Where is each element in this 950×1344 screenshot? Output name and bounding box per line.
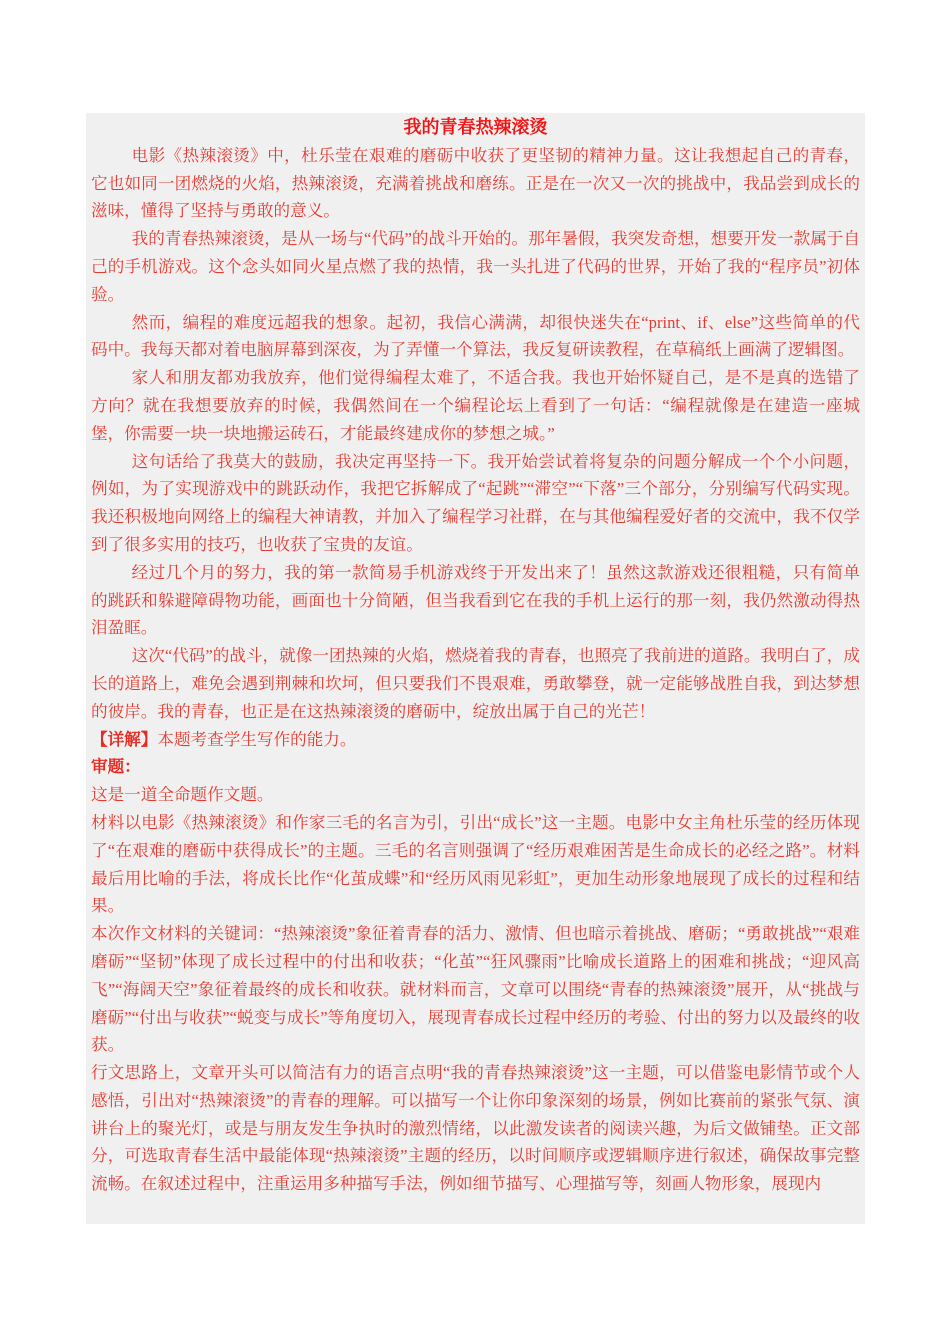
analysis-paragraph-3: 本次作文材料的关键词：“热辣滚烫”象征着青春的活力、激情、但也暗示着挑战、磨砺；“勇敢挑战”“艰难磨砺”“坚韧”体现了成长过程中的付出和收获；“化茧”“狂风骤雨”比喻成长道路上的困难和挑战；“迎风高飞”“海阔天空”象征着最终的成长和收获。就材料而言，文章可以围绕“青春的热辣滚烫”展开，从“挑战与磨砺”“付出与收获”“蜕变与成长”等角度切入，展现青春成长过程中经历的考验、付出的努力以及最终的收获。	[91, 924, 860, 1055]
analysis-paragraph-2: 材料以电影《热辣滚烫》和作家三毛的名言为引，引出“成长”这一主题。电影中女主角杜乐莹的经历体现了“在艰难的磨砺中获得成长”的主题。三毛的名言则强调了“经历艰难困苦是生命成长的必经之路”。材料最后用比喻的手法，将成长比作“化茧成蝶”和“经历风雨见彩虹”，更加生动形象地展现了成长的过程和结果。	[91, 812, 860, 916]
essay-paragraph-4: 家人和朋友都劝我放弃，他们觉得编程太难了，不适合我。我也开始怀疑自己，是不是真的选错了方向？就在我想要放弃的时候，我偶然间在一个编程论坛上看到了一句话：“编程就像是在建造一座城堡，你需要一块一块地搬运砖石，才能最终建成你的梦想之城。”	[91, 368, 860, 443]
essay-title: 我的青春热辣滚烫	[403, 117, 548, 137]
analysis-paragraph-1: 这是一道全命题作文题。	[91, 785, 274, 805]
analysis-paragraph-4: 行文思路上，文章开头可以简洁有力的语言点明“我的青春热辣滚烫”这一主题，可以借鉴电影情节或个人感悟，引出对“热辣滚烫”的青春的理解。可以描写一个让你印象深刻的场景，例如比赛前的紧张气氛、演讲台上的聚光灯，或是与朋友发生争执时的激烈情绪，以此激发读者的阅读兴趣，为后文做铺垫。正文部分，可选取青春生活中最能体现“热辣滚烫”主题的经历，以时间顺序或逻辑顺序进行叙述，确保故事完整流畅。在叙述过程中，注重运用多种描写手法，例如细节描写、心理描写等，刻画人物形象，展现内	[91, 1063, 860, 1194]
essay-paragraph-2: 我的青春热辣滚烫，是从一场与“代码”的战斗开始的。那年暑假，我突发奇想，想要开发一款属于自己的手机游戏。这个念头如同火星点燃了我的热情，我一头扎进了代码的世界，开始了我的“程序员”初体验。	[91, 229, 860, 304]
shaded-text-block	[86, 113, 865, 1224]
essay-paragraph-3: 然而，编程的难度远超我的想象。起初，我信心满满，却很快迷失在“print、if、else”这些简单的代码中。我每天都对着电脑屏幕到深夜，为了弄懂一个算法，我反复研读教程，在草稿纸上画满了逻辑图。	[91, 312, 860, 360]
detail-line	[91, 726, 860, 754]
detail-text: 本题考查学生写作的能力。	[157, 729, 357, 749]
detail-label: 【详解】	[91, 729, 158, 749]
analysis-heading: 审题：	[91, 757, 141, 777]
essay-paragraph-7: 这次“代码”的战斗，就像一团热辣的火焰，燃烧着我的青春，也照亮了我前进的道路。我明白了，成长的道路上，难免会遇到荆棘和坎坷，但只要我们不畏艰难，勇敢攀登，就一定能够战胜自我，到达梦想的彼岸。我的青春，也正是在这热辣滚烫的磨砺中，绽放出属于自己的光芒！	[91, 646, 860, 721]
essay-paragraph-6: 经过几个月的努力，我的第一款简易手机游戏终于开发出来了！虽然这款游戏还很粗糙，只有简单的跳跃和躲避障碍物功能，画面也十分简陋，但当我看到它在我的手机上运行的那一刻，我仍然激动得热泪盈眶。	[91, 562, 860, 638]
essay-paragraph-1: 电影《热辣滚烫》中，杜乐莹在艰难的磨砺中收获了更坚韧的精神力量。这让我想起自己的青春，它也如同一团燃烧的火焰，热辣滚烫，充满着挑战和磨练。正是在一次又一次的挑战中，我品尝到成长的滋味，懂得了坚持与勇敢的意义。	[91, 145, 860, 221]
essay-paragraph-5: 这句话给了我莫大的鼓励，我决定再坚持一下。我开始尝试着将复杂的问题分解成一个个小问题，例如，为了实现游戏中的跳跃动作，我把它拆解成了“起跳”“滞空”“下落”三个部分，分别编写代码实现。我还积极地向网络上的编程大神请教，并加入了编程学习社群，在与其他编程爱好者的交流中，我不仅学到了很多实用的技巧，也收获了宝贵的友谊。	[91, 451, 860, 554]
